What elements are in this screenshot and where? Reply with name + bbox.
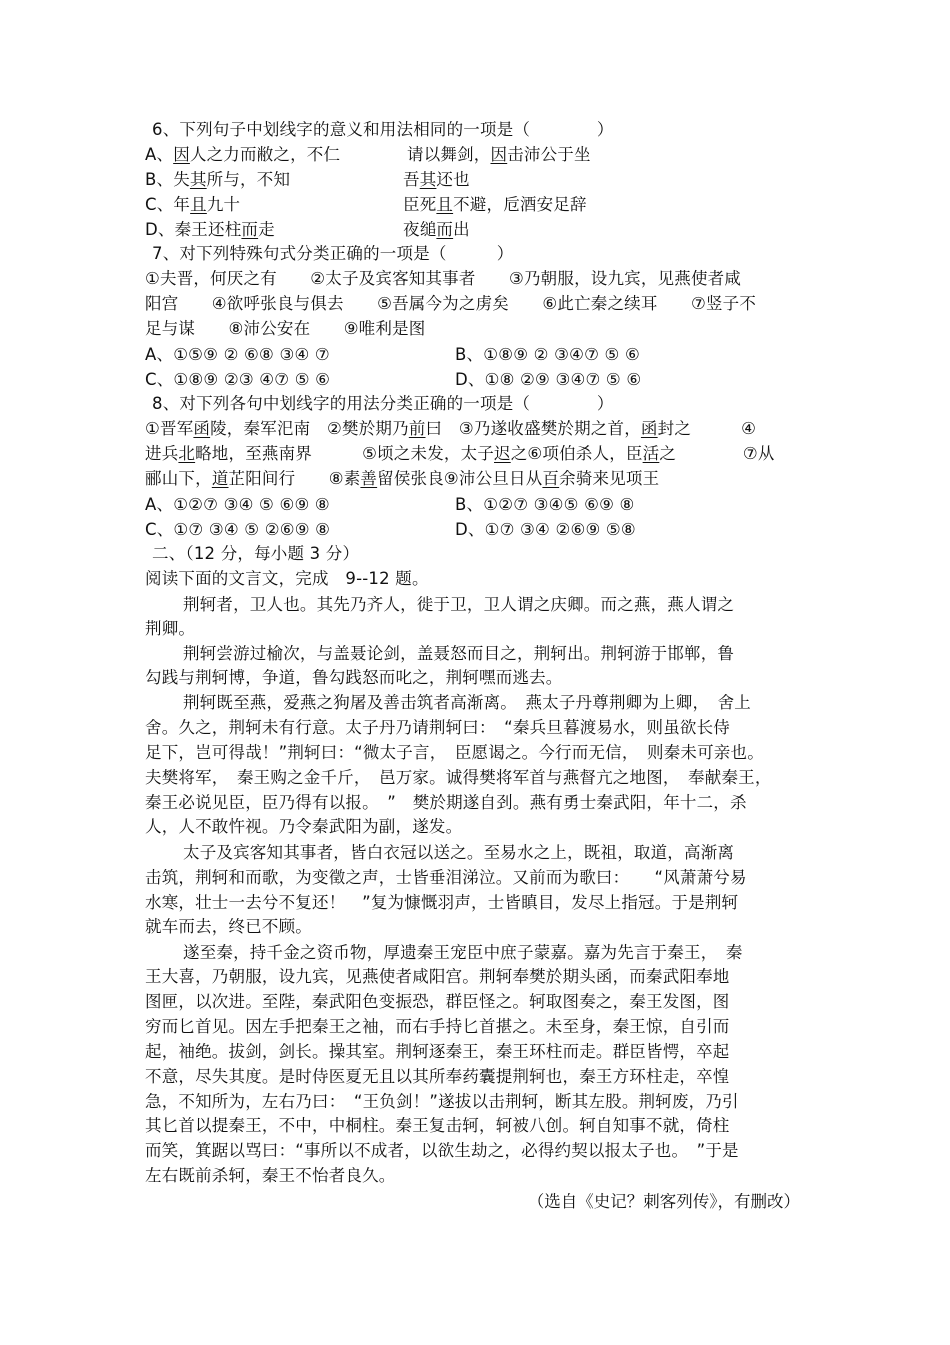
underlined-char: 百	[542, 469, 560, 488]
q7-sentences-line: 足与谋 ⑧沛公安在 ⑨唯利是图	[145, 319, 426, 338]
q8-sentences-line: 郦山下，道芷阳间行 ⑧素善留侯张良⑨沛公旦日从百余骑来见项王	[145, 469, 660, 488]
underlined-char: 函	[640, 419, 658, 438]
passage-line: 遂至秦，持千金之资币物，厚遗秦王宠臣中庶子蒙嘉。嘉为先言于秦王， 秦	[183, 943, 743, 962]
underlined-char: 函	[193, 419, 211, 438]
passage-line: 荆轲者，卫人也。其先乃齐人，徙于卫，卫人谓之庆卿。而之燕，燕人谓之	[183, 595, 735, 614]
q7-sentences-line: ①夫晋，何厌之有 ②太子及宾客知其事者 ③乃朝服，设九宾，见燕使者咸	[145, 269, 742, 288]
passage-line: 秦王必说见臣，臣乃得有以报。 ” 樊於期遂自刭。燕有勇士秦武阳，年十二，杀	[145, 793, 747, 812]
underlined-char: 道	[211, 469, 229, 488]
passage-line: 其匕首以提秦王，不中，中桐柱。秦王复击轲，轲被八创。轲自知事不就，倚柱	[145, 1116, 730, 1135]
q7-sentences-line: 阳宫 ④欲呼张良与俱去 ⑤吾属今为之虏矣 ⑥此亡秦之续耳 ⑦竖子不	[145, 294, 757, 313]
underlined-char: 且	[436, 195, 454, 214]
q8-choice-d: D、①⑦ ③④ ②⑥⑨ ⑤⑧	[455, 520, 636, 539]
underlined-char: 迟	[494, 444, 511, 463]
passage-line: 水寒，壮士一去兮不复还！ ”复为慷慨羽声，士皆瞋目，发尽上指冠。于是荆轲	[145, 893, 739, 912]
passage-line: 就车而去，终已不顾。	[145, 917, 312, 936]
q8-choice-a: A、①②⑦ ③④ ⑤ ⑥⑨ ⑧	[145, 495, 330, 514]
section-instruction: 阅读下面的文言文，完成 9--12 题。	[145, 569, 429, 588]
passage-line: 荆轲既至燕，爱燕之狗屠及善击筑者高渐离。 燕太子丹尊荆卿为上卿， 舍上	[183, 693, 751, 712]
underlined-char: 因	[173, 145, 190, 164]
passage-line: 勾践与荆轲博，争道，鲁勾践怒而叱之，荆轲嘿而逃去。	[145, 668, 563, 687]
underlined-char: 其	[419, 170, 437, 189]
passage-line: 王大喜，乃朝服，设九宾，见燕使者咸阳宫。荆轲奉樊於期头函，而秦武阳奉地	[145, 967, 730, 986]
passage-line: 夫樊将军， 秦王购之金千斤， 邑万家。诚得樊将军首与燕督亢之地图， 奉献秦王，	[145, 768, 772, 787]
q6-option-d: D、秦王还柱而走 夜缒而出	[145, 220, 470, 239]
passage-line: 急，不知所为，左右乃曰： “王负剑！”遂拔以击荆轲，断其左股。荆轲废，乃引	[145, 1092, 739, 1111]
q8-choices-row	[145, 518, 825, 542]
passage-line: 荆轲尝游过榆次，与盖聂论剑，盖聂怒而目之，荆轲出。荆轲游于邯郸，鲁	[183, 644, 735, 663]
underlined-char: 而	[241, 220, 259, 239]
passage-line: 起，袖绝。拔剑，剑长。操其室。荆轲逐秦王，秦王环柱而走。群臣皆愕，卒起	[145, 1042, 730, 1061]
q6-option-a: A、因人之力而敝之，不仁 请以舞剑，因击沛公于坐	[145, 145, 591, 164]
underlined-char: 而	[436, 220, 454, 239]
q7-choice-d: D、①⑧ ②⑨ ③④⑦ ⑤ ⑥	[455, 370, 642, 389]
passage-line: 人，人不敢忤视。乃令秦武阳为副，遂发。	[145, 817, 463, 836]
q7-stem: 7、对下列特殊句式分类正确的一项是（ ）	[152, 244, 514, 263]
passage-source: （选自《史记？刺客列传》，有删改）	[527, 1192, 800, 1211]
section-heading: 二、（12 分，每小题 3 分）	[152, 544, 360, 563]
passage-line: 而笑，箕踞以骂曰：“事所以不成者，以欲生劫之，必得约契以报太子也。 ”于是	[145, 1141, 739, 1160]
underlined-char: 前	[408, 419, 426, 438]
underlined-char: 活	[642, 444, 660, 463]
q8-choice-c: C、①⑦ ③④ ⑤ ②⑥⑨ ⑧	[145, 520, 331, 539]
q7-choice-a: A、①⑤⑨ ② ⑥⑧ ③④ ⑦	[145, 345, 330, 364]
passage-line: 击筑，荆轲和而歌，为变徵之声，士皆垂泪涕泣。又前而为歌曰： “风萧萧兮易	[145, 868, 747, 887]
q6-option-b: B、失其所与，不知 吾其还也	[145, 170, 470, 189]
passage-line: 不意，尽失其度。是时侍医夏无且以其所奉药囊提荆轲也，秦王方环柱走，卒惶	[145, 1067, 730, 1086]
passage-line: 左右既前杀轲，秦王不怡者良久。	[145, 1166, 396, 1185]
q7-choice-b: B、①⑧⑨ ② ③④⑦ ⑤ ⑥	[455, 345, 640, 364]
q8-sentences-line: 进兵北略地，至燕南界 ⑤顷之未发，太子迟之⑥项伯杀人，臣活之 ⑦从	[145, 444, 775, 463]
underlined-char: 北	[178, 444, 196, 463]
q7-choice-c: C、①⑧⑨ ②③ ④⑦ ⑤ ⑥	[145, 370, 331, 389]
passage-line: 穷而匕首见。因左手把秦王之袖，而右手持匕首揕之。未至身，秦王惊，自引而	[145, 1017, 730, 1036]
q6-stem: 6、下列句子中划线字的意义和用法相同的一项是（ ）	[152, 120, 614, 139]
passage-line: 图匣，以次进。至陛，秦武阳色变振恐，群臣怪之。轲取图奏之，秦王发图，图	[145, 992, 730, 1011]
underlined-char: 其	[189, 170, 207, 189]
passage-line: 太子及宾客知其事者，皆白衣冠以送之。至易水之上，既祖，取道，高渐离	[183, 843, 735, 862]
q7-choices-row	[145, 343, 825, 367]
q8-sentences-line: ①晋军函陵，秦军汜南 ②樊於期乃前曰 ③乃遂收盛樊於期之首，函封之 ④	[145, 419, 757, 438]
underlined-char: 善	[360, 469, 378, 488]
underlined-char: 且	[190, 195, 207, 214]
passage-line: 荆卿。	[145, 619, 196, 638]
q8-choice-b: B、①②⑦ ③④⑤ ⑥⑨ ⑧	[455, 495, 635, 514]
q7-choices-row	[145, 368, 825, 392]
q8-choices-row	[145, 493, 825, 517]
passage-line: 足下，岂可得哉！”荆轲曰：“微太子言， 臣愿谒之。今行而无信， 则秦未可亲也。	[145, 743, 764, 762]
q8-stem: 8、对下列各句中划线字的用法分类正确的一项是（ ）	[152, 394, 614, 413]
passage-line: 舍。久之，荆轲未有行意。太子丹乃请荆轲曰： “秦兵旦暮渡易水，则虽欲长侍	[145, 718, 730, 737]
underlined-char: 因	[490, 145, 508, 164]
q6-option-c: C、年且九十 臣死且不避，卮酒安足辞	[145, 195, 587, 214]
